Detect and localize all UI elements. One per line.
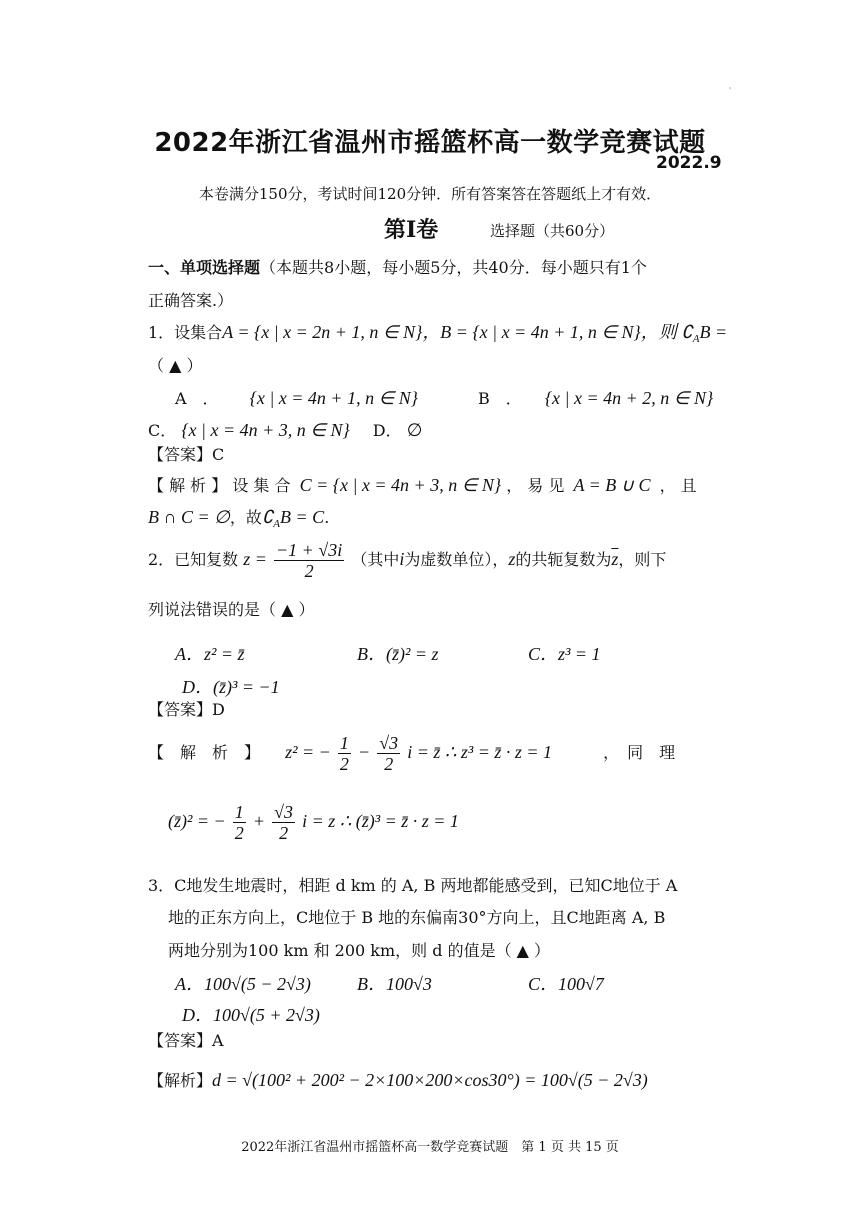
q1-analysis-end: ， 且 <box>659 476 697 495</box>
header-mark: ' <box>729 86 732 95</box>
q2-analysis-result2: i = z ∴ (z̄)³ = z̄ · z = 1 <box>302 811 459 831</box>
q1-option-a-text: {x | x = 4n + 1, n ∈ N} <box>249 388 418 408</box>
q2-analysis-frac3-den: 2 <box>234 823 244 843</box>
q2-analysis-zbar2: (z̄)² = − <box>168 811 226 831</box>
q3-line1: 3．C地发生地震时，相距 d km 的 A, B 两地都能感受到，已知C地位于 A <box>148 876 678 895</box>
q1-set-a: A = {x | x = 2n + 1, n ∈ N} <box>222 322 423 342</box>
q1-analysis-union: A = B ∪ C <box>573 475 651 495</box>
q2-z: z <box>508 549 516 569</box>
q1-analysis-mid: ， 易 见 <box>506 476 565 495</box>
q1-analysis-complement: ∁ <box>261 507 274 527</box>
q1-complement-b: B = <box>699 322 728 342</box>
q1-option-c-text: {x | x = 4n + 3, n ∈ N} <box>181 420 350 440</box>
q2-analysis-frac1 <box>338 733 351 774</box>
volume-subtitle: 选择题（共60分） <box>490 222 615 240</box>
q1-answer: 【答案】C <box>148 445 225 464</box>
q1-analysis-label: 【 解 析 】 设 集 合 <box>148 476 291 495</box>
q1-analysis-complement-sub: A <box>273 518 281 531</box>
page-footer: 2022年浙江省温州市摇篮杯高一数学竞赛试题 第 1 页 共 15 页 <box>241 1140 619 1155</box>
q3-analysis-formula: d = √(100² + 200² − 2×100×200×cos30°) = 100√(5 − 2√3) <box>212 1070 648 1090</box>
q3-line3: 两地分别为100 km 和 200 km，则 d 的值是（ ▲ ） <box>168 941 551 960</box>
page-title: 2022年浙江省温州市摇篮杯高一数学竞赛试题 <box>154 128 706 158</box>
volume-title: 第Ⅰ卷 <box>384 217 439 243</box>
q1-analysis-intersection: B ∩ C = ∅ <box>148 507 230 527</box>
section-heading <box>148 255 647 278</box>
q2-i: i <box>399 549 405 569</box>
q2-answer: 【答案】D <box>148 700 225 719</box>
q2-analysis-frac3-num: 1 <box>234 802 244 822</box>
q1-stem <box>148 318 727 345</box>
q3-option-c: C．100√7 <box>528 974 604 994</box>
q3-analysis <box>148 1068 648 1091</box>
q2-option-c: C．z³ = 1 <box>528 644 601 664</box>
q2-fraction-denominator: 2 <box>304 561 314 581</box>
q2-analysis-frac2-num: √3 <box>379 733 399 753</box>
q2-end: ，则下 <box>618 550 667 569</box>
q3-option-b: B．100√3 <box>357 974 432 994</box>
q2-option-a: A．z² = z̄ <box>175 644 245 664</box>
q2-analysis-minus: − <box>358 742 371 762</box>
q1-analysis-result: B = C <box>280 507 325 527</box>
q3-option-a: A．100√(5 − 2√3) <box>175 974 311 994</box>
q3-line2: 地的正东方向上，C地位于 B 地的东偏南30°方向上，且C地距离 A, B <box>168 908 666 927</box>
q2-analysis-frac2 <box>377 733 400 774</box>
q3-answer: 【答案】A <box>148 1031 224 1050</box>
section-title: 一、单项选择题 <box>148 258 261 277</box>
q1-complement: ，则 ∁ <box>640 322 693 342</box>
q1-option-c-label: C． <box>148 421 177 440</box>
q1-set-b: ，B = {x | x = 4n + 1, n ∈ N} <box>422 322 641 342</box>
q2-mid2: 为虚数单位）， <box>404 550 509 569</box>
q2-analysis-frac3 <box>233 802 246 843</box>
q2-analysis-label: 【 解 析 】 <box>148 743 261 762</box>
q1-complement-sub: A <box>692 333 700 346</box>
q2-analysis-similarly: ， 同 理 <box>603 743 676 762</box>
q2-z-eq: z = <box>243 549 267 569</box>
section-desc-line2: 正确答案.） <box>148 291 234 310</box>
q2-option-d: D．(z̄)³ = −1 <box>182 677 280 697</box>
q2-analysis-frac2-den: 2 <box>384 754 394 774</box>
q2-analysis-frac1-den: 2 <box>339 754 349 774</box>
q1-analysis-period: . <box>324 508 330 527</box>
q3-analysis-label: 【解析】 <box>148 1071 213 1090</box>
q1-option-b <box>478 386 713 409</box>
q2-option-b: B．(z̄)² = z <box>357 644 439 664</box>
exam-date: 2022.9 <box>656 153 722 173</box>
q1-analysis-set-c: C = {x | x = 4n + 3, n ∈ N} <box>299 475 502 495</box>
q2-stem <box>148 540 666 581</box>
q2-fraction <box>274 540 344 581</box>
q1-option-d-label: D． <box>372 421 402 440</box>
q1-paren: （ ▲ ） <box>148 356 203 375</box>
q2-analysis-frac1-num: 1 <box>339 733 349 753</box>
q2-analysis-frac4 <box>272 802 295 843</box>
q1-option-a <box>175 386 418 409</box>
q3-option-d: D．100√(5 + 2√3) <box>182 1005 320 1025</box>
q2-analysis-result1: i = z̄ ∴ z³ = z̄ · z = 1 <box>407 742 553 762</box>
q1-option-a-label: A ． <box>175 389 219 408</box>
q2-line2: 列说法错误的是（ ▲ ） <box>148 600 315 619</box>
q2-analysis-line1 <box>148 733 675 774</box>
q2-mid: （其中 <box>351 550 400 569</box>
q2-analysis-frac4-num: √3 <box>274 802 294 822</box>
q2-analysis-line2 <box>168 802 459 843</box>
q2-analysis-plus: + <box>252 811 266 831</box>
q1-option-b-text: {x | x = 4n + 2, n ∈ N} <box>544 388 714 408</box>
q2-fraction-numerator: −1 + √3i <box>276 540 343 560</box>
q2-zbar: $\overline{z}$ <box>611 549 619 569</box>
q2-analysis-z2: z² = − <box>285 742 331 762</box>
q1-option-b-label: B ． <box>478 389 522 408</box>
q2-number: 2．已知复数 <box>148 550 239 569</box>
q1-number: 1．设集合 <box>148 323 223 342</box>
q2-analysis-frac4-den: 2 <box>279 823 289 843</box>
exam-notice: 本卷满分150分，考试时间120分钟．所有答案答在答题纸上才有效． <box>198 185 662 203</box>
q2-mid3: 的共轭复数为 <box>515 550 612 569</box>
q1-option-d-text: ∅ <box>406 420 423 440</box>
q1-analysis-line2 <box>148 505 329 530</box>
q1-analysis-mid2: ，故 <box>229 508 262 527</box>
section-desc: （本题共8小题，每小题5分，共40分．每小题只有1个 <box>260 258 647 277</box>
q1-analysis-line1 <box>148 473 697 496</box>
q1-option-c-d <box>148 418 422 441</box>
